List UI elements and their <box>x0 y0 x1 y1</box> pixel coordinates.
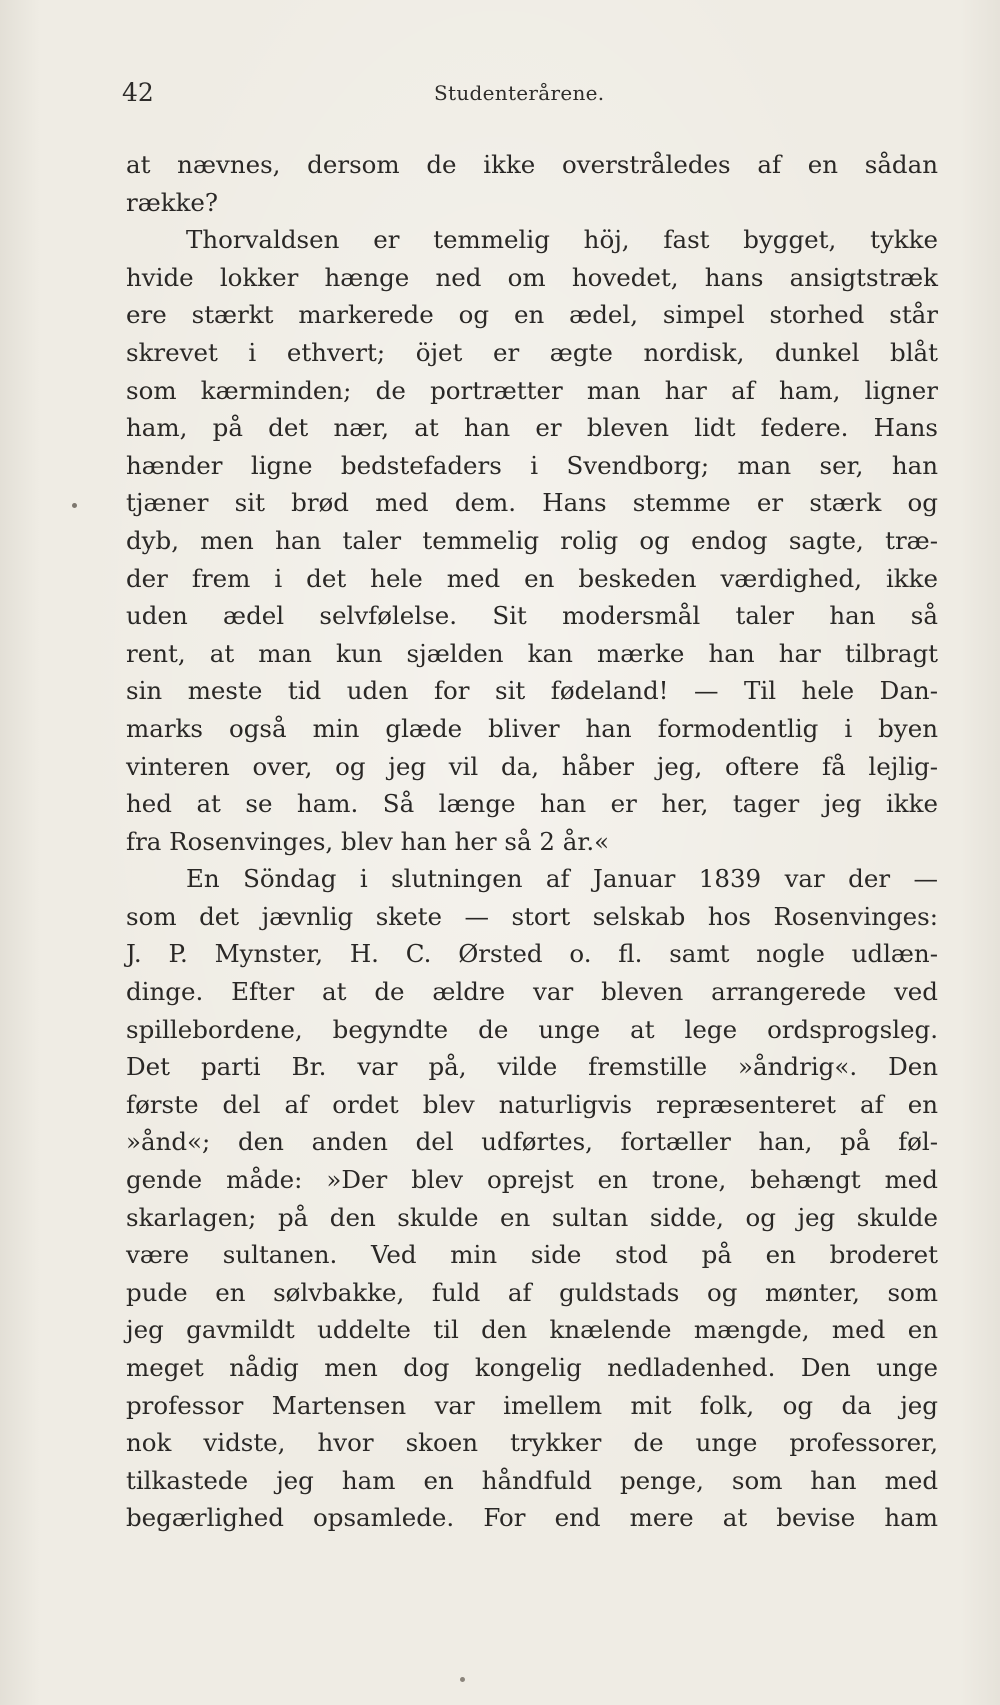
running-head: Studenterårene. <box>434 81 605 105</box>
text-line: første del af ordet blev naturligvis repræsenteret af en <box>126 1089 938 1119</box>
text-line: nok vidste, hvor skoen trykker de unge professorer, <box>126 1428 938 1458</box>
text-line: hed at se ham. Så længe han er her, tager jeg ikke <box>126 789 938 819</box>
text-line: »ånd«; den anden del udførtes, fortæller han, på føl- <box>126 1127 938 1157</box>
print-speck <box>72 503 77 508</box>
text-line: skrevet i ethvert; öjet er ægte nordisk, dunkel blåt <box>126 337 938 367</box>
text-line: som kærminden; de portrætter man har af ham, ligner <box>126 375 938 405</box>
text-line: En Söndag i slutningen af Januar 1839 var der — <box>186 864 938 894</box>
page-number: 42 <box>122 78 154 107</box>
page-header <box>122 78 936 114</box>
text-line: Thorvaldsen er temmelig höj, fast bygget, tykke <box>186 225 938 255</box>
text-line: at nævnes, dersom de ikke overstråledes af en sådan <box>126 150 938 179</box>
text-line: fra Rosenvinges, blev han her så 2 år.« <box>126 826 610 856</box>
text-line: J. P. Mynster, H. C. Ørsted o. fl. samt nogle udlæn- <box>126 939 938 969</box>
text-line: hvide lokker hænge ned om hovedet, hans ansigtstræk <box>126 262 938 292</box>
text-line: uden ædel selvfølelse. Sit modersmål taler han så <box>126 601 938 631</box>
text-line: hænder ligne bedstefaders i Svendborg; man ser, han <box>126 450 938 480</box>
text-line: være sultanen. Ved min side stod på en broderet <box>126 1240 938 1270</box>
text-line: begærlighed opsamlede. For end mere at bevise ham <box>126 1503 938 1533</box>
text-line: række? <box>126 187 219 217</box>
text-line: pude en sølvbakke, fuld af guldstads og mønter, som <box>126 1277 938 1307</box>
text-line: vinteren over, og jeg vil da, håber jeg, oftere få lejlig- <box>126 751 938 781</box>
text-line: meget nådig men dog kongelig nedladenhed. Den unge <box>126 1353 938 1382</box>
text-line: som det jævnlig skete — stort selskab hos Rosenvinges: <box>126 901 938 931</box>
body-text <box>126 146 938 1537</box>
text-line: rent, at man kun sjælden kan mærke han har tilbragt <box>126 638 938 668</box>
text-line: tilkastede jeg ham en håndfuld penge, som han med <box>126 1465 938 1495</box>
text-line: ere stærkt markerede og en ædel, simpel storhed står <box>126 300 938 330</box>
text-line: professor Martensen var imellem mit folk, og da jeg <box>126 1390 938 1420</box>
text-line: tjæner sit brød med dem. Hans stemme er stærk og <box>126 488 938 518</box>
text-line: gende måde: »Der blev oprejst en trone, behængt med <box>126 1165 938 1195</box>
text-line: dinge. Efter at de ældre var bleven arrangerede ved <box>126 977 938 1007</box>
text-line: spillebordene, begyndte de unge at lege ordsprogsleg. <box>126 1014 938 1044</box>
text-line: jeg gavmildt uddelte til den knælende mængde, med en <box>126 1315 938 1345</box>
text-line: marks også min glæde bliver han formodentlig i byen <box>126 713 938 743</box>
print-speck <box>460 1677 465 1682</box>
text-line: sin meste tid uden for sit fødeland! — Til hele Dan- <box>126 676 938 706</box>
text-line: Det parti Br. var på, vilde fremstille »åndrig«. Den <box>126 1052 938 1082</box>
text-line: ham, på det nær, at han er bleven lidt federe. Hans <box>126 413 938 443</box>
text-line: skarlagen; på den skulde en sultan sidde, og jeg skulde <box>126 1202 938 1232</box>
text-line: der frem i det hele med en beskeden værdighed, ikke <box>126 563 938 593</box>
text-line: dyb, men han taler temmelig rolig og endog sagte, træ- <box>126 525 938 555</box>
